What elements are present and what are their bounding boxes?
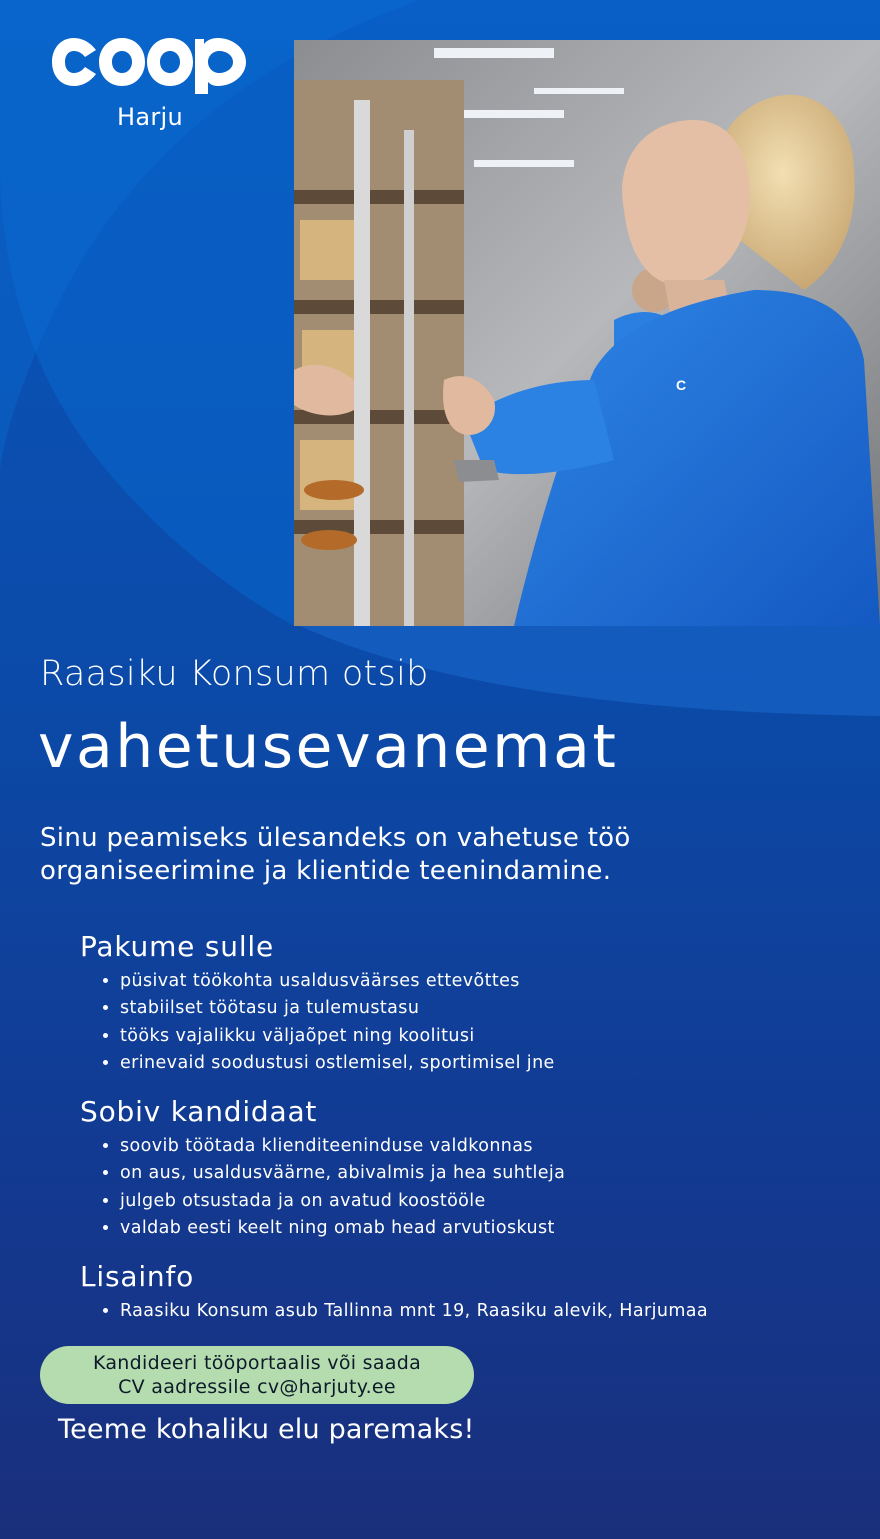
- info-list: [80, 1298, 860, 1325]
- offer-heading: Pakume sulle: [80, 930, 275, 963]
- job-title: vahetusevanemat: [38, 712, 619, 782]
- apply-line-2: CV aadressile cv@harjuty.ee: [118, 1376, 396, 1398]
- apply-line-1: Kandideeri tööportaalis või saada: [92, 1352, 422, 1374]
- apply-button[interactable]: [40, 1346, 474, 1404]
- list-item: • julgeb otsustada ja on avatud koostööle: [120, 1188, 860, 1215]
- list-item: • püsivat töökohta usaldusväärses ettevõttes: [120, 968, 860, 995]
- region-label: Harju: [117, 103, 183, 131]
- svg-text:C: C: [676, 377, 687, 393]
- tagline: Teeme kohaliku elu paremaks!: [58, 1414, 475, 1445]
- intro-paragraph: Sinu peamiseks ülesandeks on vahetuse töö organiseerimine ja klientide teenindamine.: [40, 823, 631, 886]
- offer-list: [80, 968, 860, 1077]
- list-item: • erinevaid soodustusi ostlemisel, sportimisel jne: [120, 1050, 860, 1077]
- kicker-text: Raasiku Konsum otsib: [40, 654, 429, 694]
- info-section: [80, 1260, 860, 1325]
- candidate-list: [80, 1133, 860, 1242]
- offer-section: [80, 930, 860, 1077]
- list-item: • Raasiku Konsum asub Tallinna mnt 19, Raasiku alevik, Harjumaa: [120, 1298, 860, 1325]
- info-heading: Lisainfo: [80, 1260, 195, 1293]
- list-item: • on aus, usaldusväärne, abivalmis ja hea suhtleja: [120, 1160, 860, 1187]
- list-item: • tööks vajalikku väljaõpet ning koolitusi: [120, 1023, 860, 1050]
- candidate-section: [80, 1095, 860, 1242]
- coop-wordmark: [48, 36, 252, 96]
- list-item: • valdab eesti keelt ning omab head arvutioskust: [120, 1215, 860, 1242]
- hero-photo: [294, 40, 880, 626]
- list-item: • soovib töötada klienditeeninduse valdkonnas: [120, 1133, 860, 1160]
- list-item: • stabiilset töötasu ja tulemustasu: [120, 995, 860, 1022]
- candidate-heading: Sobiv kandidaat: [80, 1095, 318, 1128]
